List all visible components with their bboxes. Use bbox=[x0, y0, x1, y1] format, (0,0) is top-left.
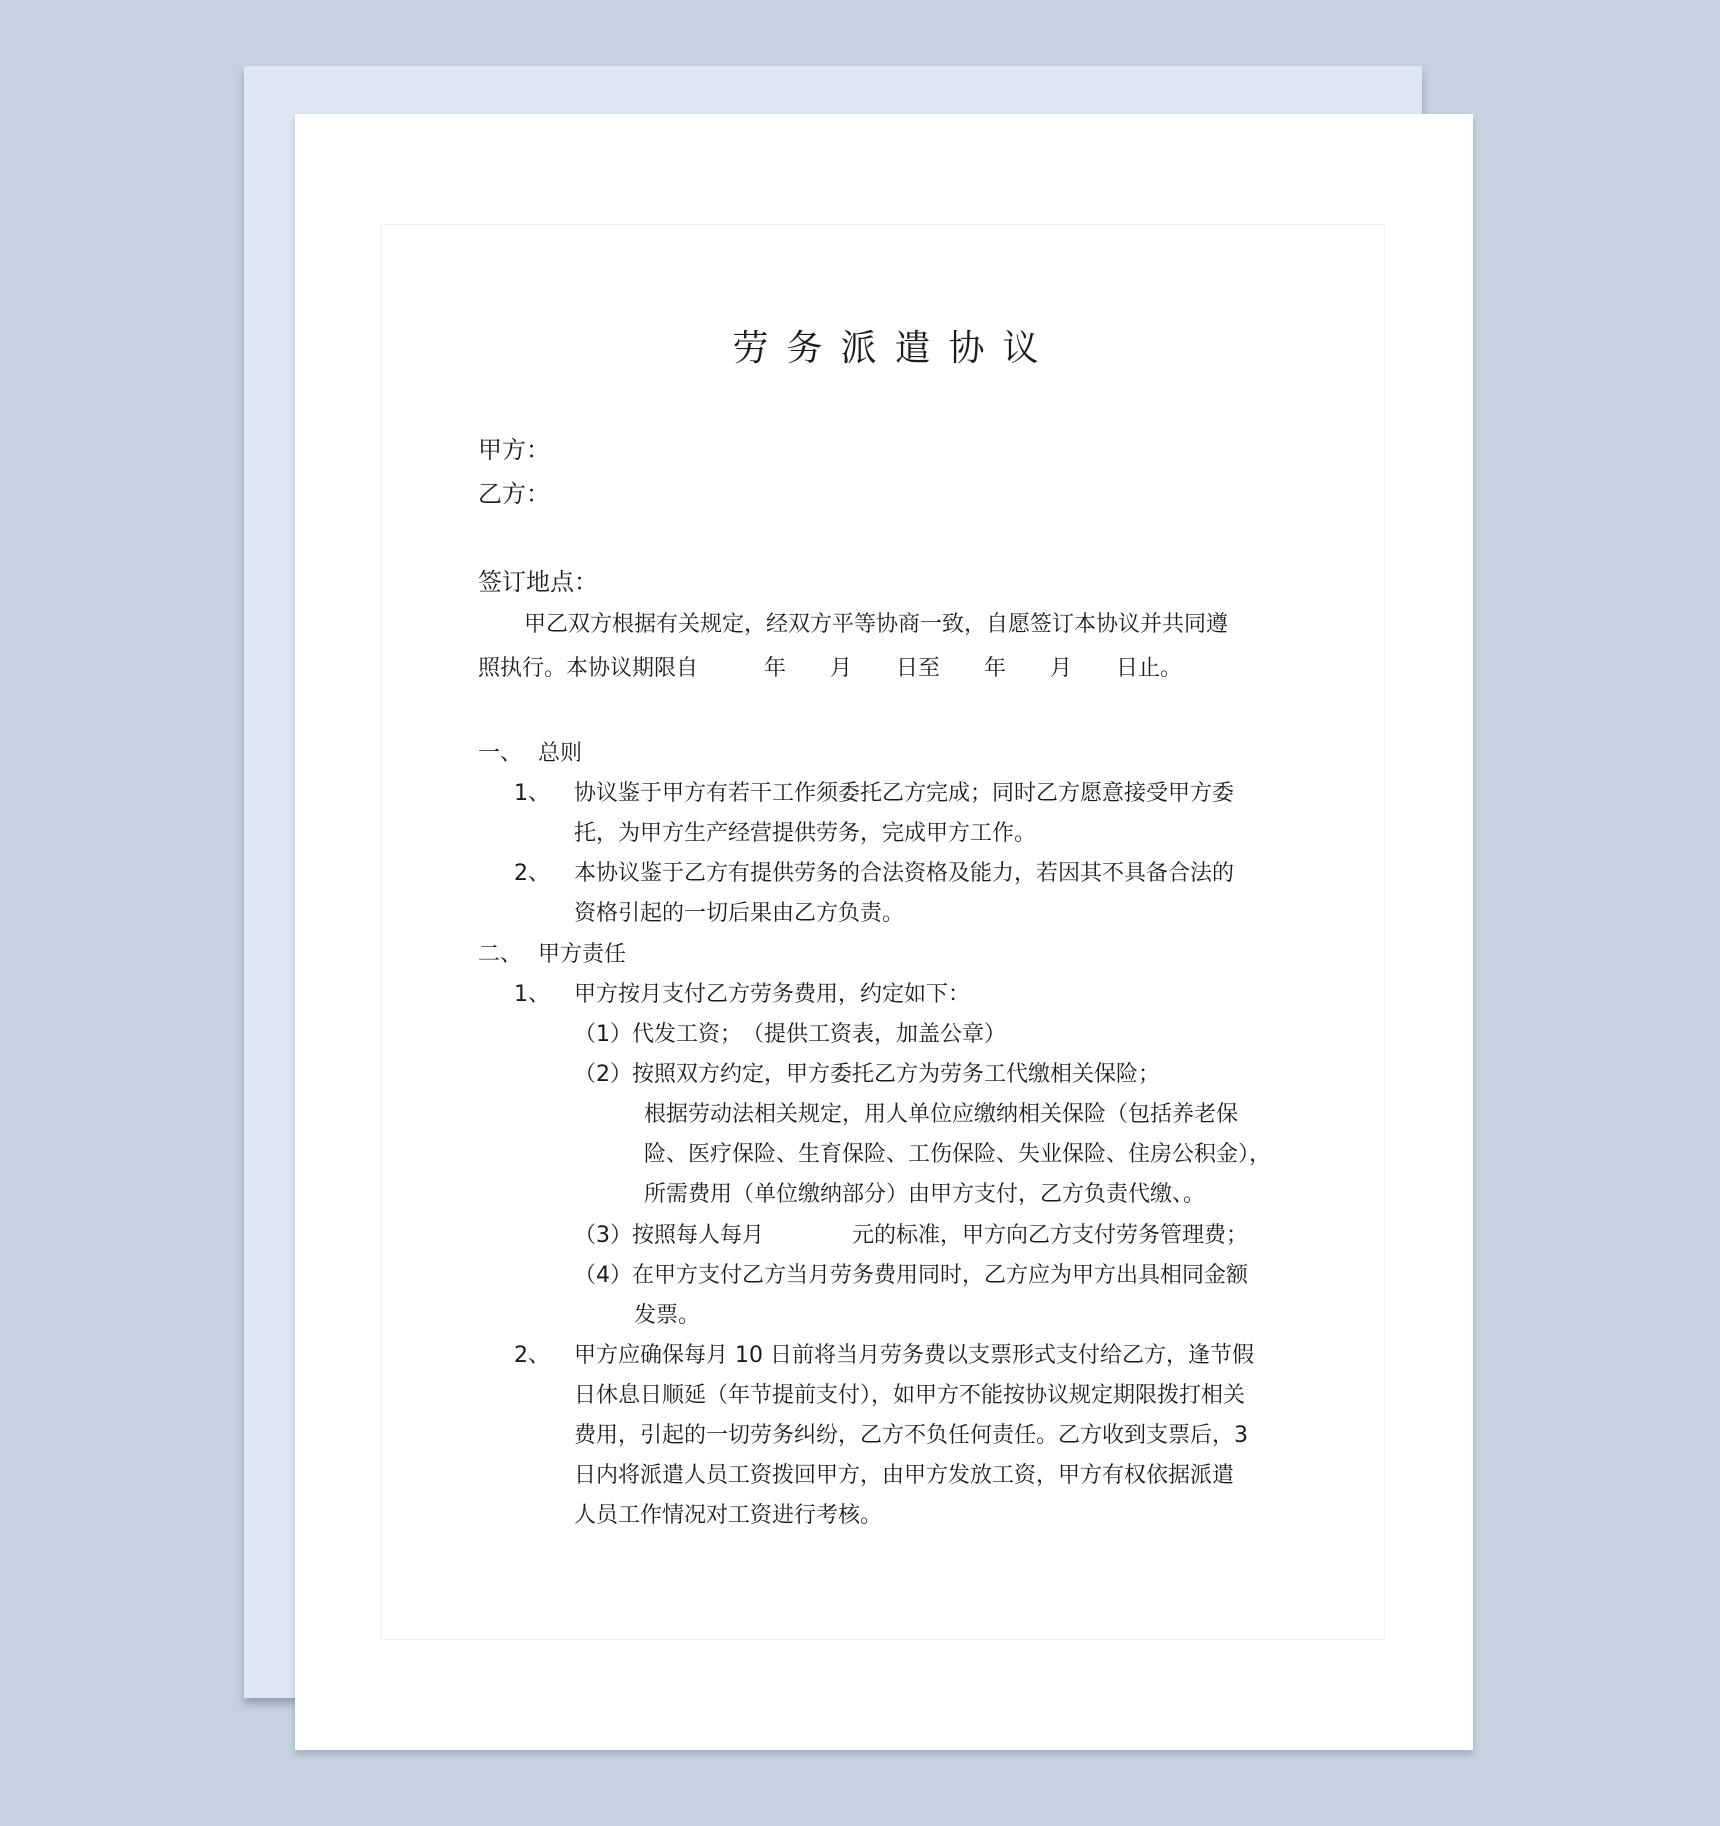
sub-item-line: （2）按照双方约定，甲方委托乙方为劳务工代缴相关保险； bbox=[574, 1062, 1160, 1087]
document-page bbox=[295, 114, 1473, 1750]
section-title: 甲方责任 bbox=[538, 942, 627, 967]
item-text-line: 协议鉴于甲方有若干工作须委托乙方完成；同时乙方愿意接受甲方委 bbox=[574, 781, 1235, 806]
party-b-label: 乙方： bbox=[478, 480, 550, 508]
item-text-line: 费用，引起的一切劳务纠纷，乙方不负任何责任。乙方收到支票后，3 bbox=[574, 1423, 1248, 1448]
item-text-line: 本协议鉴于乙方有提供劳务的合法资格及能力，若因其不具备合法的 bbox=[574, 861, 1235, 886]
item-text-line: 资格引起的一切后果由乙方负责。 bbox=[574, 901, 905, 926]
section-number: 二、 bbox=[478, 942, 523, 967]
item-number: 2、 bbox=[514, 1343, 550, 1368]
sub-item-detail-line: 根据劳动法相关规定，用人单位应缴纳相关保险（包括养老保 bbox=[644, 1102, 1239, 1127]
sub-item-line: （1）代发工资； （提供工资表，加盖公章） bbox=[574, 1022, 1006, 1047]
section-title: 总则 bbox=[538, 741, 583, 766]
item-number: 2、 bbox=[514, 861, 550, 886]
item-text-line: 日内将派遣人员工资拨回甲方，由甲方发放工资，甲方有权依据派遣 bbox=[574, 1463, 1235, 1488]
item-text-line: 人员工作情况对工资进行考核。 bbox=[574, 1503, 883, 1528]
sign-place-label: 签订地点： bbox=[478, 568, 598, 596]
item-text-line: 托，为甲方生产经营提供劳务，完成甲方工作。 bbox=[574, 821, 1037, 846]
item-text-line: 甲方应确保每月 10 日前将当月劳务费以支票形式支付给乙方，逢节假 bbox=[574, 1343, 1254, 1368]
document-title: 劳务派遣协议 bbox=[732, 328, 1057, 369]
item-text-line: 日休息日顺延（年节提前支付），如甲方不能按协议规定期限拨打相关 bbox=[574, 1383, 1246, 1408]
item-text-line: 甲方按月支付乙方劳务费用，约定如下： bbox=[574, 982, 971, 1007]
intro-paragraph-line: 甲乙双方根据有关规定，经双方平等协商一致，自愿签订本协议并共同遵 bbox=[524, 612, 1229, 637]
intro-paragraph-line: 照执行。本协议期限自 年 月 日至 年 月 日止。 bbox=[478, 656, 1183, 681]
sub-item-detail-line: 险、医疗保险、生育保险、工伤保险、失业保险、住房公积金）， bbox=[644, 1142, 1272, 1167]
sub-item-line: （3）按照每人每月 元的标准，甲方向乙方支付劳务管理费； bbox=[574, 1223, 1248, 1248]
sub-item-line: 发票。 bbox=[634, 1303, 701, 1328]
sub-item-detail-line: 所需费用（单位缴纳部分）由甲方支付，乙方负责代缴、。 bbox=[644, 1182, 1206, 1207]
item-number: 1、 bbox=[514, 781, 550, 806]
item-number: 1、 bbox=[514, 982, 550, 1007]
section-number: 一、 bbox=[478, 741, 523, 766]
party-a-label: 甲方： bbox=[478, 436, 550, 464]
sub-item-line: （4）在甲方支付乙方当月劳务费用同时，乙方应为甲方出具相同金额 bbox=[574, 1263, 1248, 1288]
